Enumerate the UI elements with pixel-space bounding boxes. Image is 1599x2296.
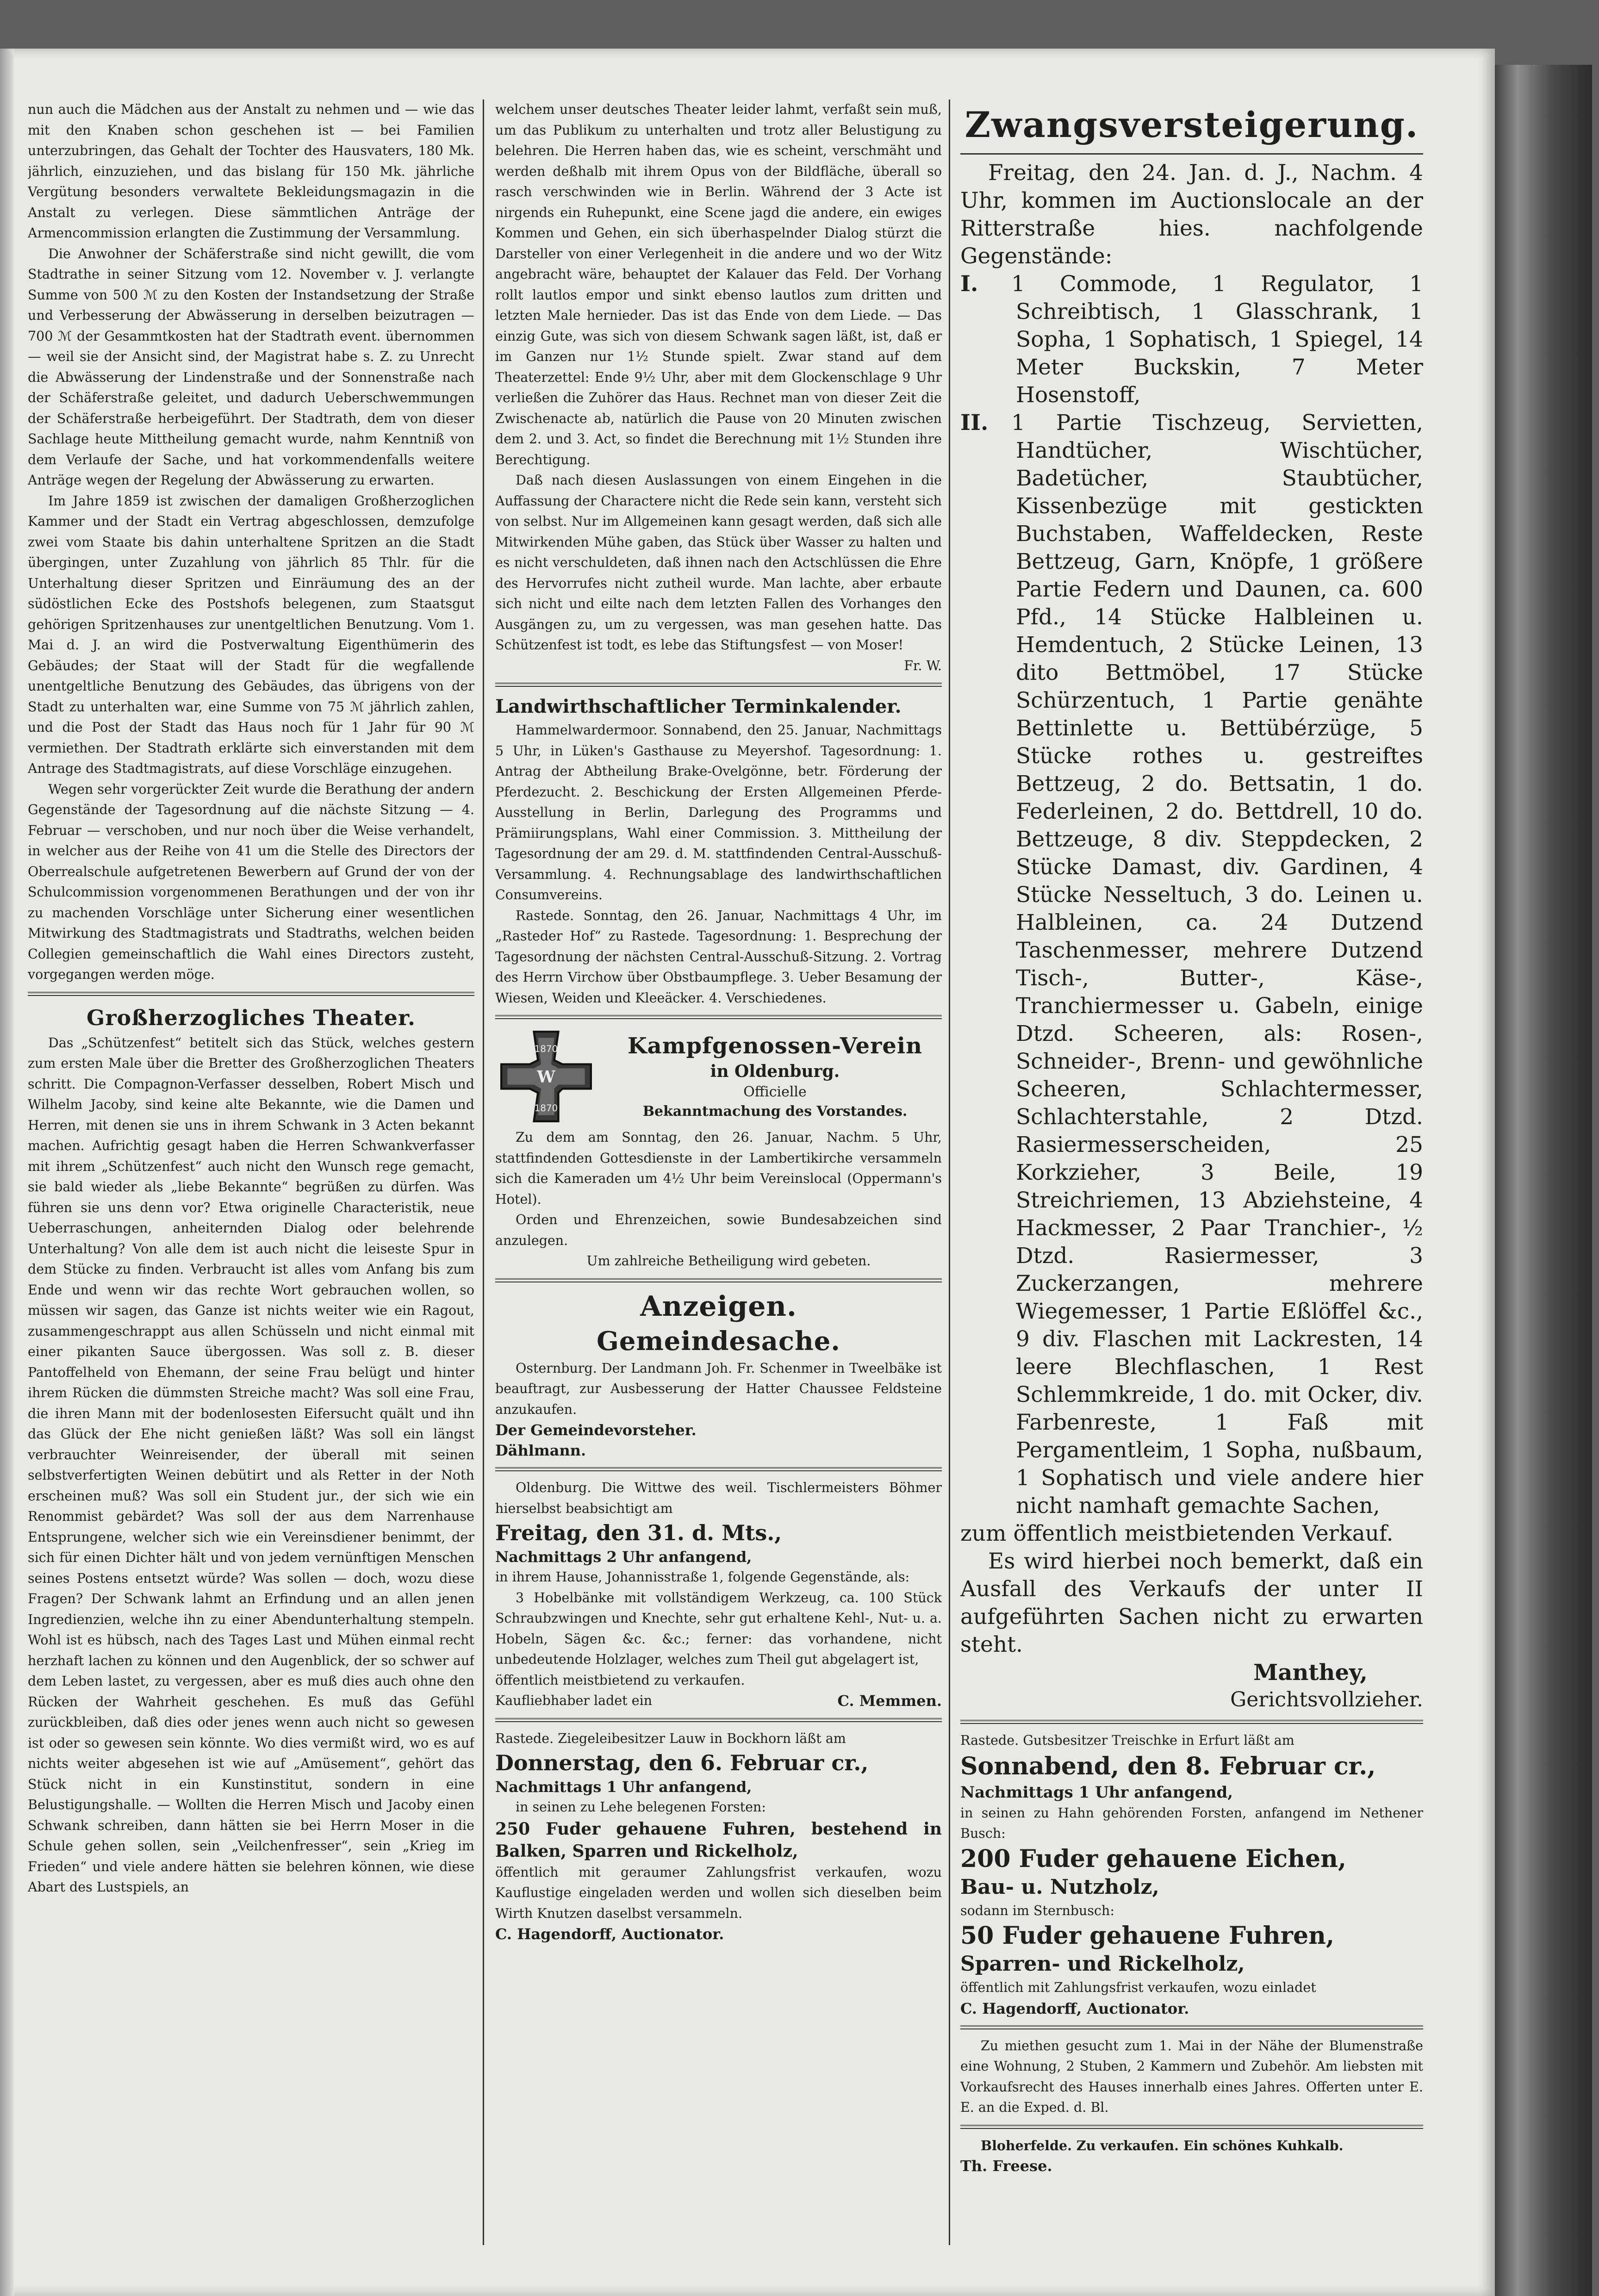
gemeinde-ad [495, 1358, 942, 1461]
auction-item-number: I. [960, 271, 978, 297]
lauw-signature: C. Hagendorff, Auctionator. [495, 1925, 724, 1943]
newspaper-page [0, 49, 1495, 2296]
section-divider [495, 683, 942, 687]
auction-item-2 [960, 409, 1423, 1520]
verein-city: in Oldenburg. [710, 1062, 840, 1081]
auction-item-number: II. [960, 410, 989, 436]
iron-cross-icon [495, 1026, 597, 1127]
theater-review-continued: Daß nach diesen Auslassungen von einem Eingehen in die Auffassung der Charactere nicht die Rede sein kann, versteht sich von selbst. Nur im Allgemeinen kann gesagt werden, daß sich alle Mitwirkenden Mühe gaben, das Stück über Wasser zu halten und es nicht verschuldeten, daß ihnen nach den Actschlüssen die Ehre des Hervorrufes nicht zutheil wurde. Man lachte, aber erbaute sich nicht und eilte nach dem letzten Fallen des Vorhanges den Ausgängen zu, um zu vergessen, was man gesehen hatte. Das Schützenfest ist todt, es lebe das Stiftungsfest — von Moser! [495, 473, 942, 653]
council-paragraph: nun auch die Mädchen aus der Anstalt zu nehmen und — wie das mit den Knaben schon geschehen ist — bei Familien unterzubringen, das Gehalt der Tochter des Hausvaters, 180 Mk. jährlich, einzuziehen, und das bislang für 150 Mk. jährliche Vergütung besonders verwaltete Bekleidungsmagazin in die Anstalt zu verlegen. Diese sämmtlichen Anträge der Armencommission erlangten die Zustimmung der Versammlung. [28, 102, 474, 241]
lauw-date: Donnerstag, den 6. Februar cr., [495, 1750, 869, 1775]
treischke-place: in seinen zu Hahn gehörenden Forsten, anfangend im Nethener Busch: [960, 1805, 1423, 1841]
auction-title: Zwangsversteigerung. [964, 104, 1419, 145]
treischke-text: öffentlich mit Zahlungsfrist verkaufen, wozu einladet [960, 1980, 1316, 1995]
section-divider [960, 2025, 1423, 2029]
council-paragraph: Die Anwohner der Schäferstraße sind nicht gewillt, die vom Stadtrathe in seiner Sitzung vom 12. November v. J. verlangte Summe von 500 ℳ zu den Kosten der Instandsetzung der Straße und Verbesserung der Abwässerung in derselben beizutragen — 700 ℳ der Gesammtkosten hat der Stadtrath event. übernommen — weil sie der Ansicht sind, der Magistrat habe s. Z. zu Unrecht die Abwässerung der Lindenstraße und der Sonnenstraße nach der Schäferstraße geleitet, und dadurch Ueberschwemmungen der Schäferstraße herbeigeführt. Der Stadtrath, dem von dieser Sachlage heute Mittheilung gemacht wurde, nahm Kenntniß von dem Verlaufe der Sache, und hat vorkommendenfalls weitere Anträge wegen der Regelung der Abwässerung zu erwarten. [28, 246, 474, 488]
terminkalender-entry: Hammelwardermoor. Sonnabend, den 25. Januar, Nachmittags 5 Uhr, in Lüken's Gasthause zu Meyershof. Tagesordnung: 1. Antrag der Abtheilung Brake-Ovelgönne, betr. Förderung der Pferdezucht. 2. Beschickung der Ersten Allgemeinen Pferde-Ausstellung in Berlin, Darlegung des Programms und Prämiirungsplans, Wahl einer Commission. 3. Mittheilung der Tagesordnung der am 29. d. M. stattfindenden Central-Ausschuß-Versammlung. 4. Rechnungsablage des landwirthschaftlichen Consumvereins. [495, 722, 942, 902]
column-rule [949, 100, 950, 2245]
lauw-intro: Rastede. Ziegeleibesitzer Lauw in Bockhorn läßt am [495, 1730, 846, 1746]
treischke-signature: C. Hagendorff, Auctionator. [960, 1999, 1189, 2017]
kampfgenossen-header [495, 1026, 942, 1127]
column-left [28, 100, 474, 2254]
boehmer-ad [495, 1478, 942, 1711]
section-divider [495, 1467, 942, 1471]
anzeigen-title: Anzeigen. [640, 1290, 797, 1323]
boehmer-signature-label: Kaufliebhaber ladet ein [495, 1693, 653, 1708]
gemeindesache-title: Gemeindesache. [597, 1325, 840, 1356]
council-paragraph: Im Jahre 1859 ist zwischen der damaligen Großherzoglichen Kammer und der Stadt ein Vertrag abgeschlossen, demzufolge zwei vom Staate bis dahin unterhaltene Spritzen an die Stadt übergingen, unter Zuzahlung von jährlich 85 Thlr. für die Unterhaltung dieser Spritzen und Einräumung des an der südöstlichen Ecke des Postshofs belegenen, zum Staatsgut gehörigen Spritzenhauses zur unentgeltlichen Benutzung. Vom 1. Mai d. J. an wird die Postverwaltung Eigenthümerin des Gebäudes; der Staat will der Stadt für die wegfallende unentgeltliche Benutzung des Gebäudes, das übrigens von der Stadt zu unterhalten war, eine Summe von 75 ℳ jährlich zahlen, und die Post der Stadt das Haus noch für 1 Jahr für 90 ℳ vermiethen. Der Stadtrath erklärte sich einverstanden mit dem Antrage des Stadtmagistrats, auf diese Vorschläge einzugehen. [28, 493, 474, 776]
column-right [960, 100, 1423, 2254]
treischke-ad [960, 1730, 1423, 2019]
lauw-ad [495, 1729, 942, 1945]
auction-signature: Manthey, [1253, 1660, 1368, 1686]
auction-intro: Freitag, den 24. Jan. d. J., Nachm. 4 Uhr, kommen im Auctionslocale an der Ritterstraße hies. nachfolgende Gegenstände: [960, 160, 1423, 269]
section-divider [495, 1718, 942, 1722]
left-page-edge [0, 49, 14, 2296]
boehmer-time: Nachmittags 2 Uhr anfangend, [495, 1548, 752, 1566]
freese-signature: Th. Freese. [960, 2157, 1052, 2175]
treischke-time: Nachmittags 1 Uhr anfangend, [960, 1783, 1233, 1802]
theater-review: Das „Schützenfest“ betitelt sich das Stück, welches gestern zum ersten Male über die Bretter des Großherzoglichen Theaters schritt. Die Compagnon-Verfasser desselben, Robert Misch und Wilhelm Jacoby, sind keine alte Bekannte, wie die Damen und Herren, mit denen sie uns in ihrem Schwank in 3 Acten bekannt machen. Aufrichtig gesagt haben die Herren Schwankverfasser mit ihrem „Schützenfest“ auch nicht den Wunsch rege gemacht, sie bald wieder als „liebe Bekannte“ begrüßen zu dürfen. Was führen sie uns denn vor? Etwa originelle Characteristik, neue Ueberraschungen, anheiternden Dialog oder belehrende Unterhaltung? Von alle dem ist auch nicht die leiseste Spur in dem Stücke zu finden. Verbraucht ist alles vom Anfang bis zum Ende und wenn wir das rechte Wort gebrauchen wollen, so müssen wir sagen, das Ganze ist nichts weiter wie ein Ragout, zusammengeschrappt aus allen Schüsseln und nicht einmal mit einer pikanten Sauce übergossen. Was soll z. B. dieser Pantoffelheld von Ehemann, der seine Frau belügt und hinter ihrem Rücken die dümmsten Streiche macht? Was soll eine Frau, die ihren Mann mit der bodenlosesten Eifersucht quält und ihn das Glück der Ehe nicht genießen läßt? Was soll ein längst verbrauchter Weinreisender, der überall mit seinen selbstverfertigten Weinen debütirt und als Retter in der Noth erscheinen muß? Was soll ein Student jur., der sich wie ein Renommist gebärdet? Was soll der aus dem Narrenhause Entsprungene, welcher sich wie ein Vereinsdiener benimmt, der sich für einen Dichter hält und von jedem vernünftigen Menschen seines Postens entsetzt würde? Was sollen — doch, wozu diese Fragen? Der Schwank lahmt an Erfindung und an allen jenen Ingredienzien, welche ihn zu einer Abendunterhaltung stempeln. Wohl ist es hübsch, nach des Tages Last und Mühen einmal recht herzhaft lachen zu können und den Augenblick, der so schwer auf dem Leben lastet, zu vergessen, aber es muß dies auch ohne den Rücken der Wahrheit geschehen. Es muß das Gefühl zurückbleiben, daß dies oder jenes wenn auch nicht so gewesen ist oder so gewesen sein könnte. Wo dies vermißt wird, wo es auf nichts weiter abgesehen ist wie auf „Amüsement“, gehört das Stück nicht in ein Kunstinstitut, sondern in eine Belustigungshalle. — Wollten die Herren Misch und Jacoby einen Schwank schreiben, dann hätten sie bei Herrn Moser in die Schule gehen sollen, sein „Veilchenfresser“, sein „Krieg im Frieden“ und viele andere hätten sie belehren können, wie diese Abart des Lustspiels, an [28, 1035, 474, 1895]
verein-title: Kampfgenossen-Verein [627, 1033, 923, 1059]
section-divider [960, 1720, 1423, 1724]
verein-subtitle: Officielle [743, 1084, 807, 1100]
verein-notice: Um zahlreiche Betheiligung wird gebeten. [586, 1253, 871, 1269]
lauw-place: in seinen zu Lehe belegenen Forsten: [516, 1799, 766, 1815]
auction-signature-title: Gerichtsvollzieher. [1230, 1688, 1423, 1711]
boehmer-signature-line [495, 1691, 942, 1711]
theater-title: Großherzogliches Theater. [87, 1005, 416, 1030]
terminkalender-title: Landwirthschaftlicher Terminkalender. [495, 696, 902, 717]
section-divider [495, 1015, 942, 1019]
auction-item-1 [960, 270, 1423, 409]
boehmer-date: Freitag, den 31. d. Mts., [495, 1520, 782, 1545]
theater-review-continued: welchem unser deutsches Theater leider lahmt, verfaßt sein muß, um das Publikum zu unterhalten und trotz aller Belustigung zu belehren. Die Herren haben das, wie es scheint, verschmäht und werden deßhalb mit ihrem Opus von der Bildfläche, überall so rasch verschwinden wie in Berlin. Während der 3 Acte ist nirgends ein Ruhepunkt, eine Scene jagd die andere, ein ewiges Kommen und Gehen, ein sich überhaspelnder Dialog stürzt die Darsteller von einer Verlegenheit in die andere und wo der Witz angebracht wäre, behauptet der Kalauer das Feld. Der Vorhang rollt lautlos empor und sinkt ebenso lautlos zum dritten und letzten Male hernieder. Das ist das Ende von dem Liede. — Das einzig Gute, was sich von diesem Schwank sagen läßt, ist, daß er im Ganzen nur 1½ Stunde spielt. Zwar stand auf dem Theaterzettel: Ende 9½ Uhr, aber mit dem Glockenschlage 9 Uhr verließen die Zuhörer das Haus. Rechnet man von dieser Zeit die Zwischenacte ab, natürlich die Pause von 20 Minuten zwischen dem 2. und 3. Act, so findet die Berechnung mit 1½ Stunden ihre Berechtigung. [495, 102, 942, 467]
column-middle [495, 100, 942, 2254]
lauw-text: öffentlich mit geraumer Zahlungsfrist verkaufen, wozu Kauflustige eingeladen werden und wollen sich dieselben beim Wirth Knutzen daselbst versammeln. [495, 1864, 942, 1921]
treischke-item: 50 Fuder gehauene Fuhren, [960, 1922, 1335, 1950]
book-edge [1493, 65, 1592, 2296]
section-divider [960, 2125, 1423, 2129]
gemeinde-signature: Dählmann. [495, 1442, 586, 1459]
council-paragraph: Wegen sehr vorgerückter Zeit wurde die Berathung der andern Gegenstände der Tagesordnung auf die nächste Sitzung — 4. Februar — verschoben, und nur noch über die Weise verhandelt, in welcher aus der Reihe von 41 um die Stelle des Directors der Oberrealschule aufgetretenen Bewerbern auf Grund der von der Schulcommission vorgenommenen Berathungen und der von ihr zu machenden Vorschläge unter Sicherung einer wesentlichen Mitwirkung des Stadtmagistrats und Stadtraths, welchen beiden Collegien gemeinschaftlich die Wahl eines Directors zusteht, vorgegangen werden möge. [28, 781, 474, 982]
gemeinde-signature: Der Gemeindevorsteher. [495, 1421, 697, 1439]
boehmer-items: 3 Hobelbänke mit vollständigem Werkzeug, ca. 100 Stück Schraubzwingen und Knechte, sehr gut erhaltene Kehl-, Nut- u. a. Hobeln, Sägen &c. &c.; ferner: das vorhandene, nicht unbedeutende Holzlager, welches zum Theil gut abgelagert ist, [495, 1590, 942, 1667]
section-divider [960, 153, 1423, 155]
gemeinde-text: Osternburg. Der Landmann Joh. Fr. Schenmer in Tweelbäke ist beauftragt, zur Ausbesserung der Hatter Chaussee Feldsteine anzukaufen. [495, 1360, 942, 1417]
treischke-place: sodann im Sternbusch: [960, 1903, 1114, 1918]
freese-ad [960, 2135, 1423, 2177]
boehmer-end: öffentlich meistbietend zu verkaufen. [495, 1672, 745, 1688]
miethen-ad [960, 2036, 1423, 2118]
auction-note: Es wird hierbei noch bemerkt, daß ein Ausfall des Verkaufs der unter II aufgeführten Sachen nicht zu erwarten steht. [960, 1549, 1423, 1657]
theater-signature: Fr. W. [904, 658, 942, 673]
boehmer-text: in ihrem Hause, Johannisstraße 1, folgende Gegenstände, als: [495, 1569, 910, 1585]
section-divider [495, 1278, 942, 1282]
lauw-time: Nachmittags 1 Uhr anfangend, [495, 1778, 752, 1796]
verein-notice: Zu dem am Sonntag, den 26. Januar, Nachm. 5 Uhr, stattfindenden Gottesdienste in der Lambertikirche versammeln sich die Kameraden um 4½ Uhr beim Vereinslocal (Oppermann's Hotel). [495, 1130, 942, 1207]
freese-text: Bloherfelde. Zu verkaufen. Ein schönes Kuhkalb. [981, 2137, 1344, 2153]
verein-notice: Orden und Ehrenzeichen, sowie Bundesabzeichen sind anzulegen. [495, 1212, 942, 1248]
section-divider [28, 992, 474, 996]
treischke-date: Sonnabend, den 8. Februar cr., [960, 1752, 1376, 1780]
cross-top-label: 1870 [534, 1044, 558, 1055]
treischke-intro: Rastede. Gutsbesitzer Treischke in Erfurt läßt am [960, 1733, 1294, 1748]
boehmer-signature: C. Memmen. [837, 1692, 942, 1710]
column-rule [483, 100, 484, 2245]
miethen-text: Zu miethen gesucht zum 1. Mai in der Nähe der Blumenstraße eine Wohnung, 2 Stuben, 2 Kammern und Zubehör. Am liebsten mit Vorkaufsrecht des Hauses innerhalb eines Jahres. Offerten unter E. E. an die Exped. d. Bl. [960, 2038, 1423, 2115]
treischke-item: 200 Fuder gehauene Eichen, [960, 1844, 1347, 1873]
treischke-item: Bau- u. Nutzholz, [960, 1875, 1159, 1899]
treischke-item: Sparren- und Rickelholz, [960, 1952, 1245, 1976]
verein-subtitle: Bekanntmachung des Vorstandes. [642, 1103, 908, 1120]
auction-item-text: 1 Partie Tischzeug, Servietten, Handtücher, Wischtücher, Badetücher, Staubtücher, Kissenbezüge mit gestickten Buchstaben, Waffeldecken, Reste Bettzeug, Garn, Knöpfe, 1 größere Partie Federn und Daunen, ca. 600 Pfd., 14 Stücke Halbleinen u. Hemdentuch, 2 Stücke Leinen, 13 dito Bettmöbel, 17 Stücke Schürzentuch, 1 Partie genähte Bettinlette u. Bettübérzüge, 5 Stücke rothes u. gestreiftes Bettzeug, 2 do. Bettsatin, 1 do. Federleinen, 2 do. Bettdrell, 10 do. Bettzeuge, 8 div. Steppdecken, 2 Stücke Damast, div. Gardinen, 4 Stücke Nesseltuch, 3 do. Leinen u. Halbleinen, ca. 24 Dutzend Taschenmesser, mehrere Dutzend Tisch-, Butter-, Käse-, Tranchiermesser u. Gabeln, einige Dtzd. Scheeren, als: Rosen-, Schneider-, Brenn- und gewöhnliche Scheeren, Schlachtermesser, Schlachterstahle, 2 Dtzd. Rasiermesserscheiden, 25 Korkzieher, 3 Beile, 19 Streichriemen, 13 Abziehsteine, 4 Hackmesser, 2 Paar Tranchier-, ½ Dtzd. Rasiermesser, 3 Zuckerzangen, mehrere Wiegemesser, 1 Partie Eßlöffel &c., 9 div. Flaschen mit Lackresten, 14 leere Blechflaschen, 1 Rest Schlemmkreide, 1 do. mit Ocker, div. Farbenreste, 1 Faß mit Pergamentleim, 1 Sopha, nußbaum, 1 Sophatisch und viele andere hier nicht namhaft gemachte Sachen, [1011, 410, 1423, 1518]
lauw-items: 250 Fuder gehauene Fuhren, bestehend in Balken, Sparren und Rickelholz, [495, 1819, 942, 1861]
cross-center-label: W [537, 1068, 555, 1087]
cross-bottom-label: 1870 [534, 1102, 558, 1114]
auction-end: zum öffentlich meistbietenden Verkauf. [960, 1521, 1394, 1546]
boehmer-intro: Oldenburg. Die Wittwe des weil. Tischlermeisters Böhmer hierselbst beabsichtigt am [495, 1480, 942, 1516]
terminkalender-entry: Rastede. Sonntag, den 26. Januar, Nachmittags 4 Uhr, im „Rasteder Hof“ zu Rastede. Tagesordnung: 1. Besprechung der Tagesordnung der nächsten Central-Ausschuß-Sitzung. 2. Vortrag des Herrn Virchow über Obstbaumpflege. 3. Ueber Besamung der Wiesen, Weiden und Kleeäcker. 4. Verschiedenes. [495, 908, 942, 1006]
auction-item-text: 1 Commode, 1 Regulator, 1 Schreibtisch, 1 Glasschrank, 1 Sopha, 1 Sophatisch, 1 Spiegel, 14 Meter Buckskin, 7 Meter Hosenstoff, [1011, 271, 1423, 408]
